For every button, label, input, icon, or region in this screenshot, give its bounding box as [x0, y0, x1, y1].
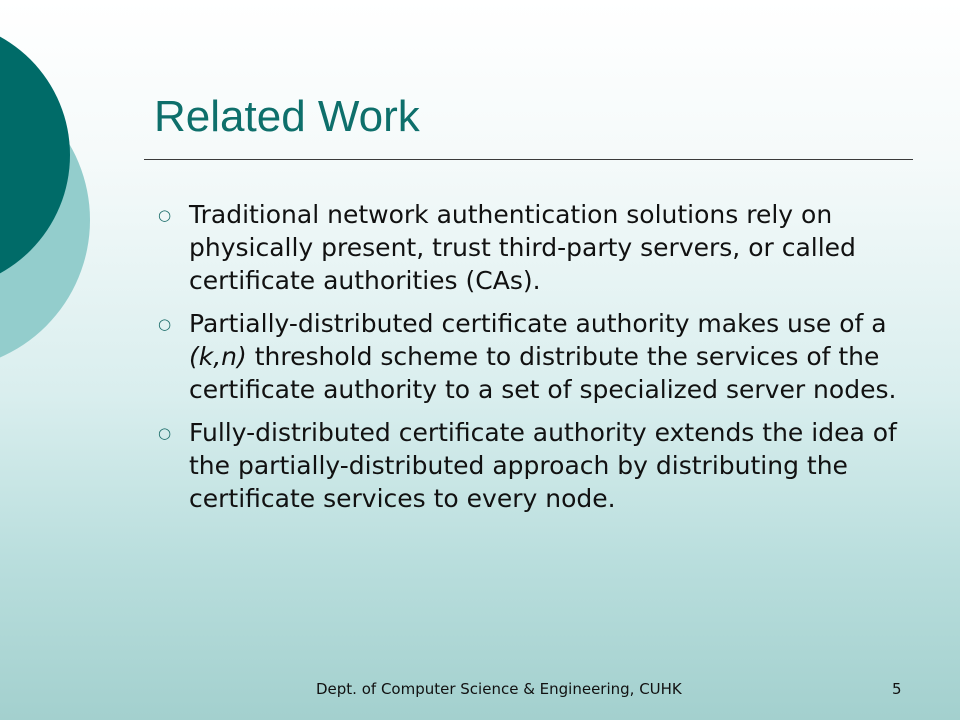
bullet-item — [158, 307, 898, 406]
bullet-marker-icon: ○ — [158, 206, 172, 224]
title-divider — [144, 159, 913, 160]
bullet-text-italic: (k,n) — [189, 342, 247, 371]
bullet-text-part: Partially-distributed certificate authority makes use of a — [189, 309, 887, 338]
footer-department: Dept. of Computer Science & Engineering, CUHK — [316, 680, 682, 698]
page-number: 5 — [892, 680, 902, 698]
slide-title: Related Work — [154, 92, 420, 141]
bullet-list — [158, 198, 898, 525]
bullet-text: Traditional network authentication solutions rely on physically present, trust third-party servers, or called certificate authorities (CAs). — [189, 200, 856, 295]
bullet-text: Fully-distributed certificate authority extends the idea of the partially-distributed approach by distributing the certificate services to every node. — [189, 418, 897, 513]
bullet-text — [189, 309, 896, 404]
bullet-item — [158, 198, 898, 297]
bullet-text-part: threshold scheme to distribute the services of the certificate authority to a set of specialized server nodes. — [189, 342, 897, 404]
bullet-marker-icon: ○ — [158, 315, 172, 333]
bullet-item — [158, 416, 898, 515]
bullet-marker-icon: ○ — [158, 424, 172, 442]
